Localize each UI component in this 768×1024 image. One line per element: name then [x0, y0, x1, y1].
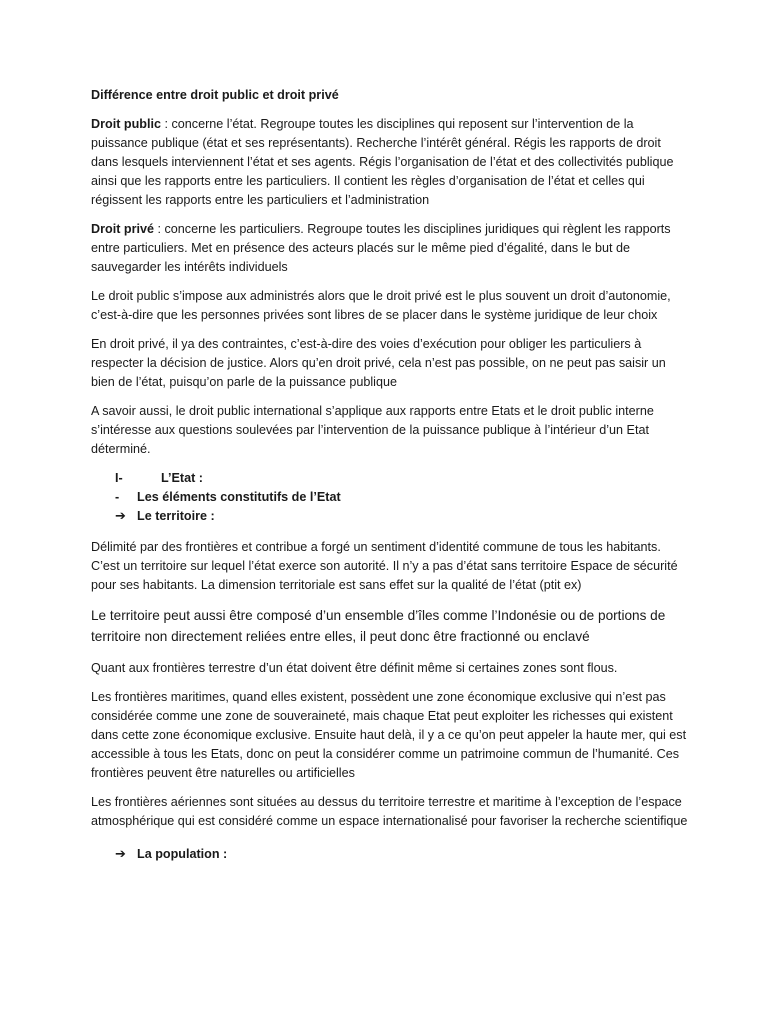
outline-item-territoire	[91, 507, 688, 526]
outline-marker-dash: -	[115, 490, 120, 504]
paragraph-droit-public	[91, 115, 688, 210]
arrow-right-icon: ➔	[115, 508, 126, 523]
document-title: Différence entre droit public et droit privé	[91, 88, 339, 102]
outline-marker-arrow	[91, 507, 137, 526]
outline-item-elements	[91, 488, 688, 507]
paragraph-contraintes: En droit privé, il ya des contraintes, c’est-à-dire des voies d’exécution pour obliger les particuliers à respecter la décision de justice. Alors qu’en droit privé, cela n’est pas possible, on ne peut pas saisir un bien de l’état, puisqu’on parle de la puissance publique	[91, 337, 666, 389]
outline-label-elements: Les éléments constitutifs de l’Etat	[137, 490, 341, 504]
arrow-right-icon: ➔	[115, 846, 126, 861]
outline-label-population: La population :	[137, 847, 228, 861]
text-droit-prive: : concerne les particuliers. Regroupe toutes les disciplines juridiques qui règlent les rapports entre particuliers. Met en présence des acteurs placés sur le même pied d’égalité, dans le but de sauvegarder les intérêts individuels	[91, 222, 671, 274]
outline-item-etat	[91, 469, 688, 488]
paragraph-frontieres-aeriennes: Les frontières aériennes sont situées au dessus du territoire terrestre et maritime à l’exception de l’espace atmosphérique qui est considéré comme un espace internationalisé pour favoriser la recherche scientifique	[91, 795, 688, 828]
outline-list	[91, 469, 688, 526]
paragraph-frontieres-maritimes: Les frontières maritimes, quand elles existent, possèdent une zone économique exclusive qui n’est pas considérée comme une zone de souveraineté, mais chaque Etat peut exploiter les richesses qui existent dans cette zone économique exclusive. Ensuite haut delà, il y a ce qu’on peut appeler la haute mer, qui est accessible à tous les Etats, donc on peut la considérer comme un patrimoine commun de l’humanité. Ces frontières peuvent être naturelles ou artificielles	[91, 690, 687, 780]
term-droit-prive: Droit privé	[91, 222, 154, 236]
outline-label-etat: L’Etat :	[161, 471, 203, 485]
outline-marker-arrow-2	[91, 845, 137, 864]
paragraph-territoire: Délimité par des frontières et contribue a forgé un sentiment d’identité commune de tous les habitants. C’est un territoire sur lequel l’état exerce son autorité. Il n’y a pas d’état sans territoire Espace de sécurité pour ses habitants. La dimension territoriale est sans effet sur la qualité de l’état (ptit ex)	[91, 540, 678, 592]
paragraph-droit-prive	[91, 220, 688, 277]
outline-marker-roman: I-	[115, 471, 123, 485]
outline-item-population	[91, 845, 688, 864]
outline-label-territoire: Le territoire :	[137, 509, 215, 523]
paragraph-iles: Le territoire peut aussi être composé d’un ensemble d’îles comme l’Indonésie ou de portions de territoire non directement reliées entre elles, il peut donc être fractionné ou enclavé	[91, 608, 666, 644]
outline-list-2	[91, 845, 688, 864]
term-droit-public: Droit public	[91, 117, 161, 131]
paragraph-frontieres-terrestres: Quant aux frontières terrestre d’un état doivent être définit même si certaines zones sont flous.	[91, 661, 618, 675]
paragraph-autonomie: Le droit public s’impose aux administrés alors que le droit privé est le plus souvent un droit d’autonomie, c’est-à-dire que les personnes privées sont libres de se placer dans le système juridique de leur choix	[91, 289, 671, 322]
text-droit-public: : concerne l’état. Regroupe toutes les disciplines qui reposent sur l’intervention de la puissance publique (état et ses représentants). Recherche l’intérêt général. Régis les rapports de droit dans lesquels interviennent l’état et ses agents. Régis l’organisation de l’état et des collectivités publique ainsi que les rapports entre les particuliers. Il contient les règles d’organisation de l’état et celles qui régissent les rapports entre les particuliers et l’administration	[91, 117, 674, 207]
paragraph-droit-international: A savoir aussi, le droit public international s’applique aux rapports entre Etats et le droit public interne s’intéresse aux questions soulevées par l’intervention de la puissance publique à l’intérieur d’un Etat déterminé.	[91, 404, 654, 456]
